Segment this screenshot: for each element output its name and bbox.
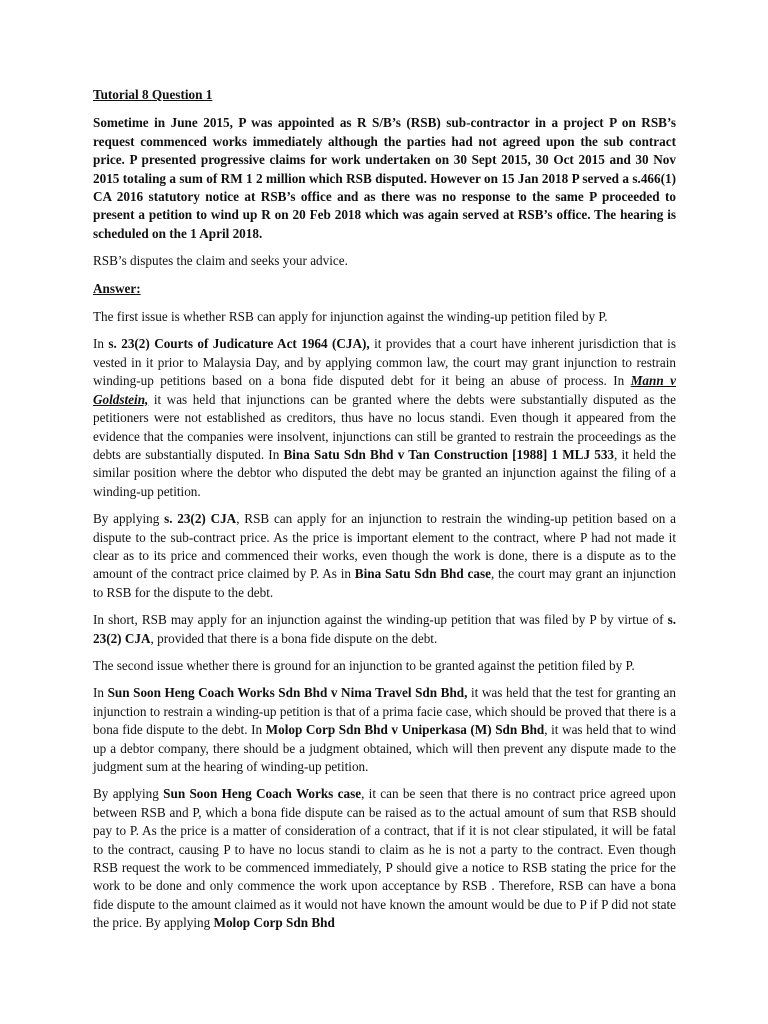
statute-reference: s. 23(2) Courts of Judicature Act 1964 (CJA), bbox=[108, 336, 370, 352]
statute-reference: s. 23(2) CJA bbox=[93, 612, 676, 646]
text-run: In bbox=[93, 685, 108, 701]
text-run: By applying bbox=[93, 786, 164, 802]
case-name: Mann v Goldstein, bbox=[93, 373, 676, 407]
first-issue: The first issue is whether RSB can apply for injunction against the winding-up petition filed by P. bbox=[93, 309, 608, 325]
second-issue: The second issue whether there is ground for an injunction to be granted against the petition filed by P. bbox=[93, 657, 635, 673]
statute-reference: s. 23(2) CJA bbox=[164, 511, 237, 527]
text-run: , it was held that to wind up a debtor company, there should be a judgment obtained, which will then prevent any dispute made to the judgment sum at the hearing of winding-up petition. bbox=[93, 722, 676, 774]
document-body bbox=[93, 86, 676, 942]
answer-heading: Answer: bbox=[93, 280, 141, 296]
paragraph-conclusion-first-issue bbox=[93, 611, 676, 648]
case-name: Molop Corp Sdn Bhd v Uniperkasa (M) Sdn Bhd bbox=[265, 722, 545, 738]
paragraph-second-issue-authorities bbox=[93, 684, 676, 776]
tutorial-title: Tutorial 8 Question 1 bbox=[93, 87, 213, 102]
text-run: it was held that the test for granting an injunction to restrain a winding-up petition is that of a prima facie case, which should be proved that there is a bona fide dispute to the debt. In bbox=[93, 685, 676, 738]
text-run: In bbox=[93, 336, 109, 352]
text-run: it provides that a court have inherent jurisdiction that is vested in it prior to Malaysia Day, and by applying common law, the court may grant injunction to restrain winding-up petitions based on a bona fide disputed debt for it being an abuse of process. In bbox=[93, 336, 676, 389]
text-run: , it can be seen that there is no contract price agreed upon between RSB and P, which a bona fide dispute can be raised as to the actual amount of sum that RSB should pay to P. As the price is a matter of consideration of a contract, that if it is not clear stipulated, it will be fatal to the contract, causing P to have no locus standi to claim as he is not a party to the contract. Even though RSB request the work to be commenced immediately, P should give a notice to RSB stating the price for the work to be done and only commence the work upon acceptance by RSB . Therefore, RSB can have a bona fide dispute to the amount claimed as it would not have known the amount would be due to P if P did not state the price. By applying bbox=[93, 786, 676, 931]
text-run: it was held that injunctions can be granted where the debts were substantially disputed as the petitioners were not established as creditors, thus have no locus standi. Even though it appeared from the evidence that the companies were insolvent, injunctions can still be granted to restrain the proceedings as the debts are substantially disputed. In bbox=[93, 391, 676, 462]
text-run: , the court may grant an injunction to RSB for the dispute to the debt. bbox=[93, 566, 676, 600]
case-citation: Bina Satu Sdn Bhd v Tan Construction [1988] 1 MLJ 533 bbox=[283, 446, 615, 462]
paragraph-application-second-issue bbox=[93, 785, 676, 932]
case-name: Molop Corp Sdn Bhd bbox=[213, 915, 335, 931]
paragraph-application-cja bbox=[93, 510, 676, 602]
paragraph-cja-authorities bbox=[93, 335, 676, 501]
text-run: , it held the similar position where the debtor who disputed the debt may be granted an injunction against the filing of a winding-up petition. bbox=[93, 446, 676, 499]
case-name: Sun Soon Heng Coach Works case bbox=[163, 786, 362, 802]
text-run: , RSB can apply for an injunction to restrain the winding-up petition based on a dispute to the sub-contract price. As the price is important element to the contract, where P had not made it clear as to its price and commenced their works, even though the work is done, there is a dispute as to the amount of the contract price claimed by P. As in bbox=[93, 511, 677, 582]
question-text: Sometime in June 2015, P was appointed as R S/B’s (RSB) sub-contractor in a project P on RSB’s request commenced works immediately although the parties had not agreed upon the sub contract price. P presented progressive claims for work undertaken on 30 Sept 2015, 30 Oct 2015 and 30 Nov 2015 totaling a sum of RM 1 2 million which RSB disputed. However on 15 Jan 2018 P served a s.466(1) CA 2016 statutory notice at RSB’s office and as there was no response to the same P proceeded to present a petition to wind up R on 20 Feb 2018 which was again served at RSB’s office. The hearing is scheduled on the 1 April 2018. bbox=[93, 115, 676, 241]
text-run: , provided that there is a bona fide dispute on the debt. bbox=[150, 630, 438, 646]
text-run: By applying bbox=[93, 511, 165, 527]
text-run: In short, RSB may apply for an injunction against the winding-up petition that was filed by P by virtue of bbox=[93, 612, 668, 628]
case-name: Bina Satu Sdn Bhd case bbox=[354, 566, 491, 582]
case-name: Sun Soon Heng Coach Works Sdn Bhd v Nima Travel Sdn Bhd, bbox=[107, 685, 468, 701]
advice-line: RSB’s disputes the claim and seeks your advice. bbox=[93, 253, 348, 269]
